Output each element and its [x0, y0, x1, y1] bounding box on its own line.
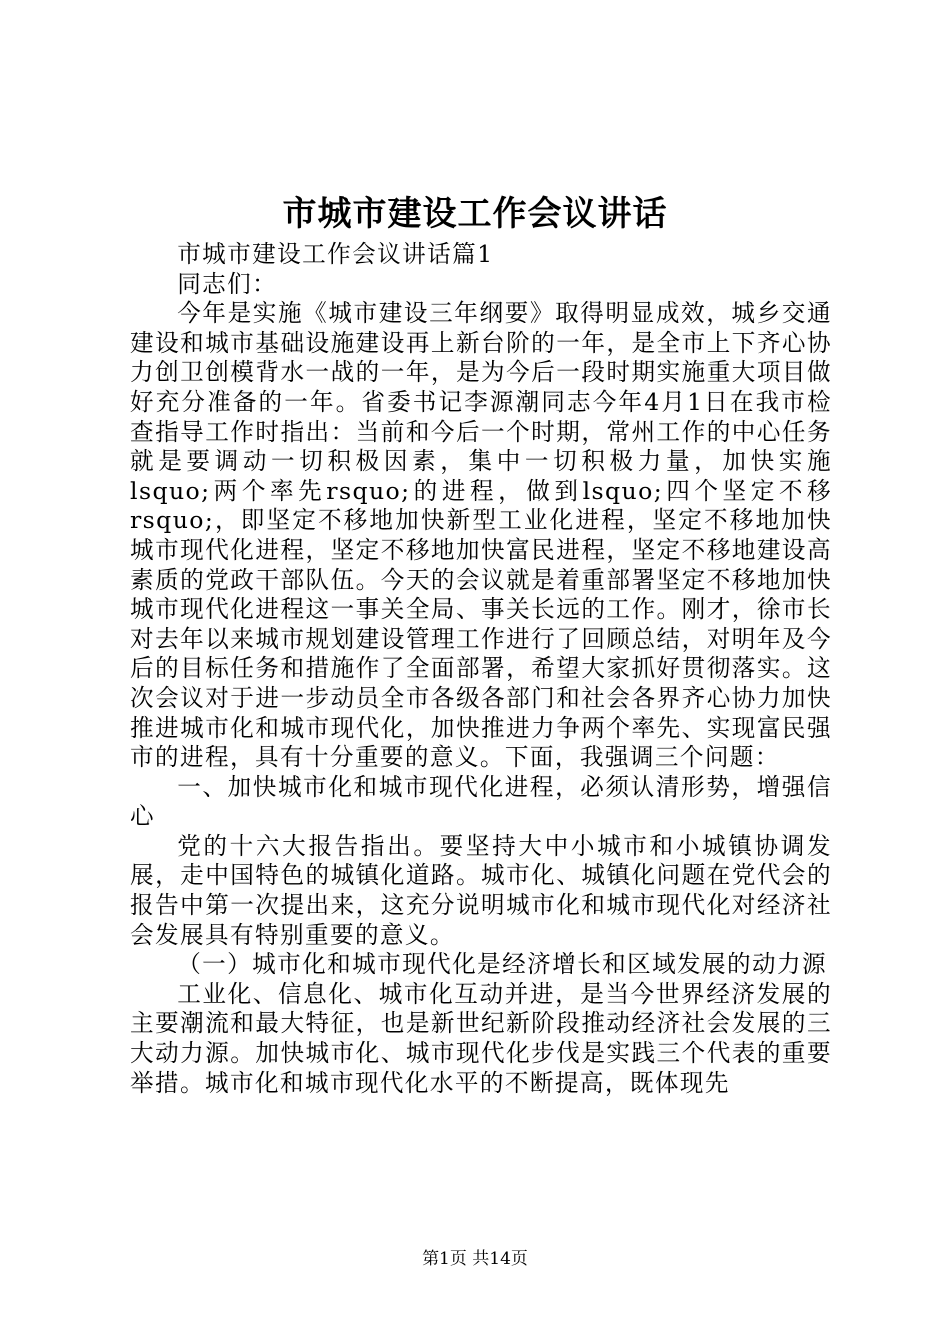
section-heading: 市城市建设工作会议讲话篇1 [177, 240, 494, 268]
body-paragraph: 今年是实施《城市建设三年纲要》取得明显成效，城乡交通建设和城市基础设施建设再上新台阶的一年，是全市上下齐心协力创卫创模背水一战的一年，是为今后一段时期实施重大项目做好充分准备的一年。省委书记李源潮同志今年4月1日在我市检查指导工作时指出：当前和今后一个时期，常州工作的中心任务就是要调动一切积极因素，集中一切积极力量，加快实施lsquo;两个率先rsquo;的进程，做到lsquo;四个坚定不移rsquo;，即坚定不移地加快新型工业化进程，坚定不移地加快城市现代化进程，坚定不移地加快富民进程，坚定不移地建设高素质的党政干部队伍。今天的会议就是着重部署坚定不移地加快城市现代化进程这一事关全局、事关长远的工作。刚才，徐市长对去年以来城市规划建设管理工作进行了回顾总结，对明年及今后的目标任务和措施作了全面部署，希望大家抓好贯彻落实。这次会议对于进一步动员全市各级各部门和社会各界齐心协力加快推进城市化和城市现代化，加快推进力争两个率先、实现富民强市的进程，具有十分重要的意义。下面，我强调三个问题： [130, 299, 832, 772]
page-number: 第1页 共14页 [422, 1249, 528, 1269]
document-title: 市城市建设工作会议讲话 [282, 194, 668, 234]
document-body [130, 240, 832, 1098]
salutation: 同志们： [177, 269, 278, 298]
body-paragraph: 党的十六大报告指出。要坚持大中小城市和小城镇协调发展，走中国特色的城镇化道路。城市化、城镇化问题在党代会的报告中第一次提出来，这充分说明城市化和城市现代化对经济社会发展具有特别重要的意义。 [130, 831, 832, 949]
subsection-heading: （一）城市化和城市现代化是经济增长和区域发展的动力源 [177, 950, 828, 979]
body-paragraph: 工业化、信息化、城市化互动并进，是当今世界经济发展的主要潮流和最大特征，也是新世纪新阶段推动经济社会发展的三大动力源。加快城市化、城市现代化步伐是实践三个代表的重要举措。城市化和城市现代化水平的不断提高，既体现先 [130, 979, 832, 1097]
section-heading: 一、加快城市化和城市现代化进程，必须认清形势，增强信心 [130, 772, 832, 831]
